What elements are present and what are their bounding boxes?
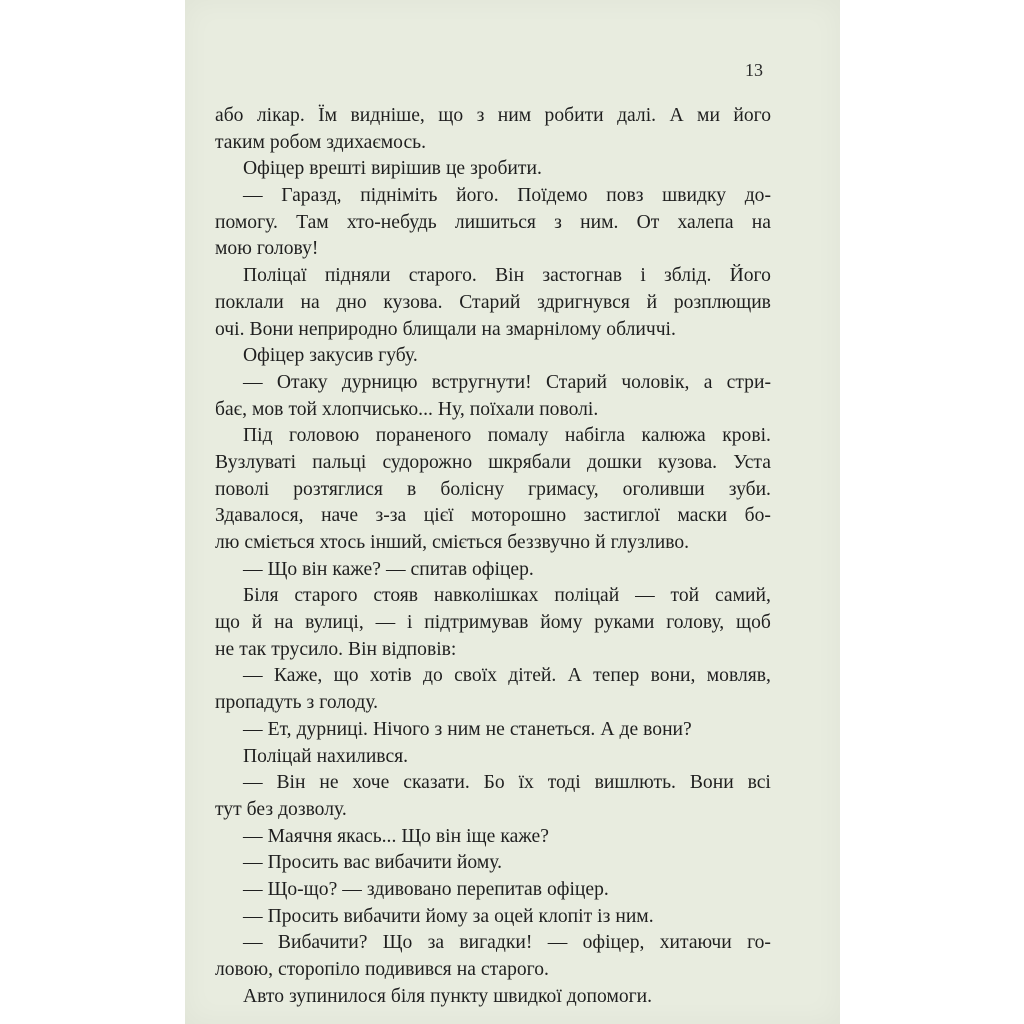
text-line: Під головою пораненого помалу набігла калюжа крові. xyxy=(243,425,771,447)
text-line: — Гаразд, підніміть його. Поїдемо повз швидку до- xyxy=(243,185,771,207)
text-line: — Отаку дурницю встругнути! Старий чоловік, а стри- xyxy=(243,371,771,393)
text-line: помогу. Там хто-небудь лишиться з ним. От халепа на xyxy=(215,211,771,233)
text-line: що й на вулиці, — і підтримував йому руками голову, щоб xyxy=(215,612,771,634)
text-line: пропадуть з голоду. xyxy=(215,692,379,714)
text-line: Поліцай нахилився. xyxy=(243,745,409,767)
text-line: бає, мов той хлопчисько... Ну, поїхали поволі. xyxy=(215,398,599,420)
text-line: ловою, сторопіло подивився на старого. xyxy=(215,959,549,980)
text-line: — Маячня якась... Що він іще каже? xyxy=(243,825,549,847)
text-line: Біля старого стояв навколішках поліцай — той самий, xyxy=(243,585,771,607)
text-line: Здавалося, наче з-за цієї моторошно застиглої маски бо- xyxy=(215,505,771,527)
text-line: очі. Вони неприродно блищали на змарнілому обличчі. xyxy=(215,318,676,340)
text-line: тут без дозволу. xyxy=(215,798,347,820)
text-line: не так трусило. Він відповів: xyxy=(215,638,457,660)
text-line: поволі розтяглися в болісну гримасу, оголивши зуби. xyxy=(215,478,771,500)
text-line: мою голову! xyxy=(215,238,319,260)
text-line: — Він не хоче сказати. Бо їх тоді вишлють. Вони всі xyxy=(243,772,771,794)
text-line: таким робом здихаємось. xyxy=(215,131,426,153)
text-line: — Просить вас вибачити йому. xyxy=(243,852,502,874)
text-line: — Ет, дурниці. Нічого з ним не станеться. А де вони? xyxy=(243,718,692,740)
text-line: — Вибачити? Що за вигадки! — офіцер, хитаючи го- xyxy=(243,932,771,954)
page-text xyxy=(215,103,771,1010)
text-line: Офіцер закусив губу. xyxy=(243,345,418,367)
text-line: Авто зупинилося біля пункту швидкої допомоги. xyxy=(243,985,653,1007)
text-line: Офіцер врешті вирішив це зробити. xyxy=(243,158,542,180)
text-line: — Просить вибачити йому за оцей клопіт із ним. xyxy=(243,905,654,927)
text-line: — Що-що? — здивовано перепитав офіцер. xyxy=(243,878,609,900)
page-number: 13 xyxy=(745,60,763,80)
text-line: лю сміється хтось інший, сміється беззвучно й глузливо. xyxy=(215,532,690,553)
text-line: — Каже, що хотів до своїх дітей. А тепер вони, мовляв, xyxy=(243,665,771,687)
text-line: Поліцаї підняли старого. Він застогнав і зблід. Його xyxy=(243,265,771,287)
text-line: — Що він каже? — спитав офіцер. xyxy=(243,558,534,580)
text-line: поклали на дно кузова. Старий здригнувся й розплющив xyxy=(215,291,771,313)
text-line: Вузлуваті пальці судорожно шкрябали дошки кузова. Уста xyxy=(215,451,771,473)
text-line: або лікар. Їм видніше, що з ним робити далі. А ми його xyxy=(215,105,771,126)
